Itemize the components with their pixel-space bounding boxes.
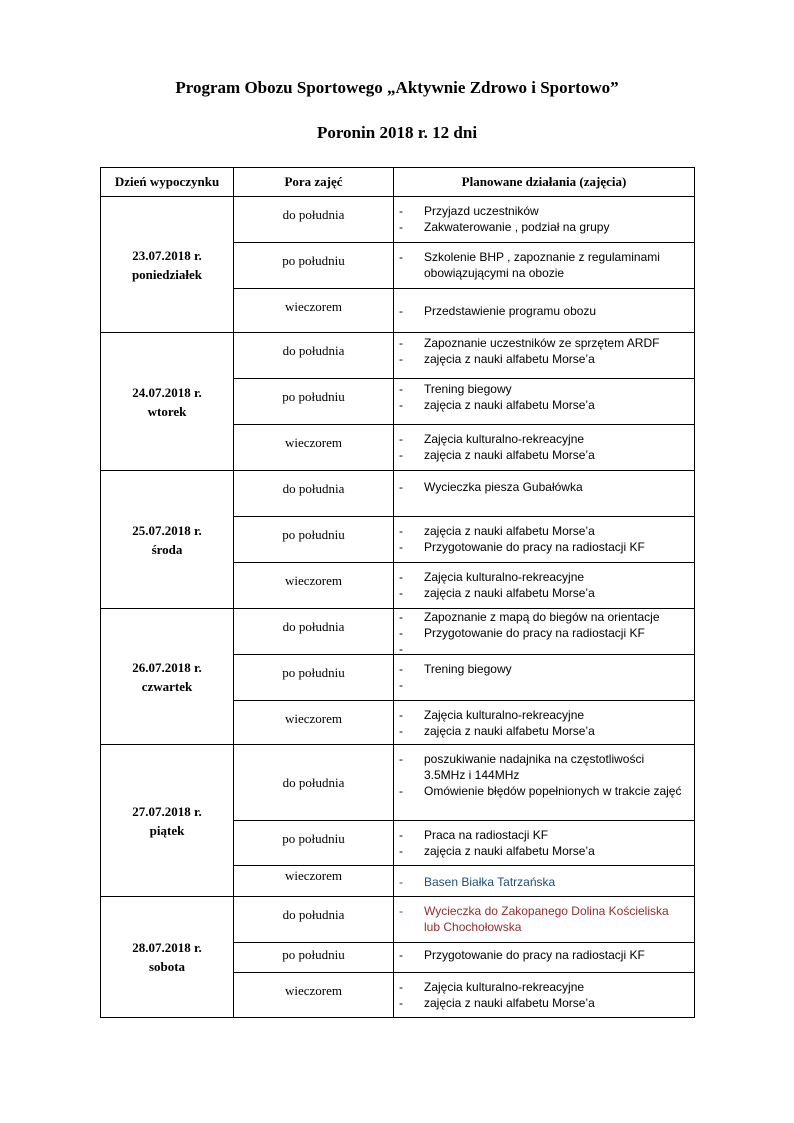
list-item: - Zapoznanie uczestników ze sprzętem ARDF (394, 335, 694, 351)
day-cell (101, 197, 234, 333)
table-row (101, 745, 695, 821)
activity-cell (394, 866, 695, 897)
header-day: Dzień wypoczynku (101, 168, 234, 197)
list-item: - Zapoznanie z mapą do biegów na orientacje (394, 609, 694, 625)
time-cell: do południa (234, 897, 394, 943)
list-item: - Wycieczka piesza Gubałówka (394, 479, 694, 495)
list-item: - Zajęcia kulturalno-rekreacyjne (394, 979, 694, 995)
schedule-table (100, 167, 695, 1018)
list-item: - zajęcia z nauki alfabetu Morse’a (394, 397, 694, 413)
time-cell: do południa (234, 745, 394, 821)
list-item: - Wycieczka do Zakopanego Dolina Kościeliska lub Chochołowska (394, 903, 694, 935)
time-cell: wieczorem (234, 866, 394, 897)
day-weekday: poniedziałek (131, 266, 203, 282)
activity-cell (394, 425, 695, 471)
list-item: - Zajęcia kulturalno-rekreacyjne (394, 431, 694, 447)
list-item: - zajęcia z nauki alfabetu Morse’a (394, 523, 694, 539)
activity-cell (394, 289, 695, 333)
time-cell: do południa (234, 609, 394, 655)
list-item: - Zajęcia kulturalno-rekreacyjne (394, 569, 694, 585)
activity-cell (394, 197, 695, 243)
list-item: - poszukiwanie nadajnika na częstotliwości 3.5MHz i 144MHz (394, 751, 694, 783)
day-date: 26.07.2018 r. (132, 659, 202, 675)
time-cell: wieczorem (234, 563, 394, 609)
activity-cell (394, 701, 695, 745)
list-item: - Przygotowanie do pracy na radiostacji KF (394, 947, 694, 963)
day-date: 23.07.2018 r. (132, 247, 202, 263)
day-cell (101, 897, 234, 1018)
list-item: - Praca na radiostacji KF (394, 827, 694, 843)
list-item: - Trening biegowy (394, 661, 694, 677)
day-date: 25.07.2018 r. (132, 522, 202, 538)
header-time: Pora zajęć (234, 168, 394, 197)
activity-cell (394, 973, 695, 1018)
list-item: - Basen Białka Tatrzańska (394, 874, 694, 890)
list-item: - zajęcia z nauki alfabetu Morse’a (394, 585, 694, 601)
day-weekday: czwartek (141, 678, 193, 694)
day-weekday: sobota (148, 959, 186, 974)
time-cell: po południu (234, 517, 394, 563)
time-cell: po południu (234, 821, 394, 866)
day-weekday: wtorek (147, 403, 187, 419)
activity-cell (394, 379, 695, 425)
list-item: - Trening biegowy (394, 381, 694, 397)
time-cell: po południu (234, 655, 394, 701)
day-cell (101, 745, 234, 897)
list-item: - zajęcia z nauki alfabetu Morse’a (394, 723, 694, 739)
time-cell: do południa (234, 197, 394, 243)
table-row (101, 609, 695, 655)
activity-cell (394, 943, 695, 973)
list-item: - zajęcia z nauki alfabetu Morse’a (394, 995, 694, 1011)
list-item: - zajęcia z nauki alfabetu Morse’a (394, 843, 694, 859)
activity-cell (394, 655, 695, 701)
table-row (101, 897, 695, 943)
table-row (101, 333, 695, 379)
list-item: - Omówienie błędów popełnionych w trakcie zajęć (394, 783, 694, 799)
day-cell (101, 609, 234, 745)
time-cell: wieczorem (234, 973, 394, 1018)
list-item: - Przygotowanie do pracy na radiostacji KF (394, 539, 694, 555)
list-item: - zajęcia z nauki alfabetu Morse’a (394, 447, 694, 463)
activity-cell (394, 517, 695, 563)
table-row (101, 471, 695, 517)
activity-cell (394, 563, 695, 609)
activity-cell (394, 821, 695, 866)
day-date: 24.07.2018 r. (132, 384, 202, 400)
list-item: - Zakwaterowanie , podział na grupy (394, 219, 694, 235)
time-cell: wieczorem (234, 425, 394, 471)
activity-cell (394, 471, 695, 517)
activity-cell (394, 745, 695, 821)
time-cell: do południa (234, 471, 394, 517)
header-row (101, 168, 695, 197)
time-cell: po południu (234, 379, 394, 425)
day-date: 27.07.2018 r. (132, 803, 202, 819)
table-row (101, 197, 695, 243)
time-cell: do południa (234, 333, 394, 379)
list-item: - Szkolenie BHP , zapoznanie z regulaminami obowiązującymi na obozie (394, 249, 694, 281)
list-item: - zajęcia z nauki alfabetu Morse’a (394, 351, 694, 367)
day-weekday: piątek (149, 822, 185, 838)
day-date: 28.07.2018 r. (132, 940, 202, 955)
list-item: - Przedstawienie programu obozu (394, 303, 694, 319)
time-cell: po południu (234, 243, 394, 289)
activity-cell (394, 243, 695, 289)
document-title: Program Obozu Sportowego „Aktywnie Zdrowo i Sportowo” (175, 78, 619, 97)
time-cell: wieczorem (234, 701, 394, 745)
list-item: - Przygotowanie do pracy na radiostacji KF (394, 625, 694, 641)
list-item: - Przyjazd uczestników (394, 203, 694, 219)
list-item: - Zajęcia kulturalno-rekreacyjne (394, 707, 694, 723)
activity-cell (394, 609, 695, 655)
day-cell (101, 333, 234, 471)
day-cell (101, 471, 234, 609)
activity-cell (394, 333, 695, 379)
activity-cell (394, 897, 695, 943)
day-weekday: środa (151, 541, 183, 557)
time-cell: wieczorem (234, 289, 394, 333)
time-cell: po południu (234, 943, 394, 973)
header-activities: Planowane działania (zajęcia) (394, 168, 695, 197)
document-subtitle: Poronin 2018 r. 12 dni (316, 123, 478, 142)
